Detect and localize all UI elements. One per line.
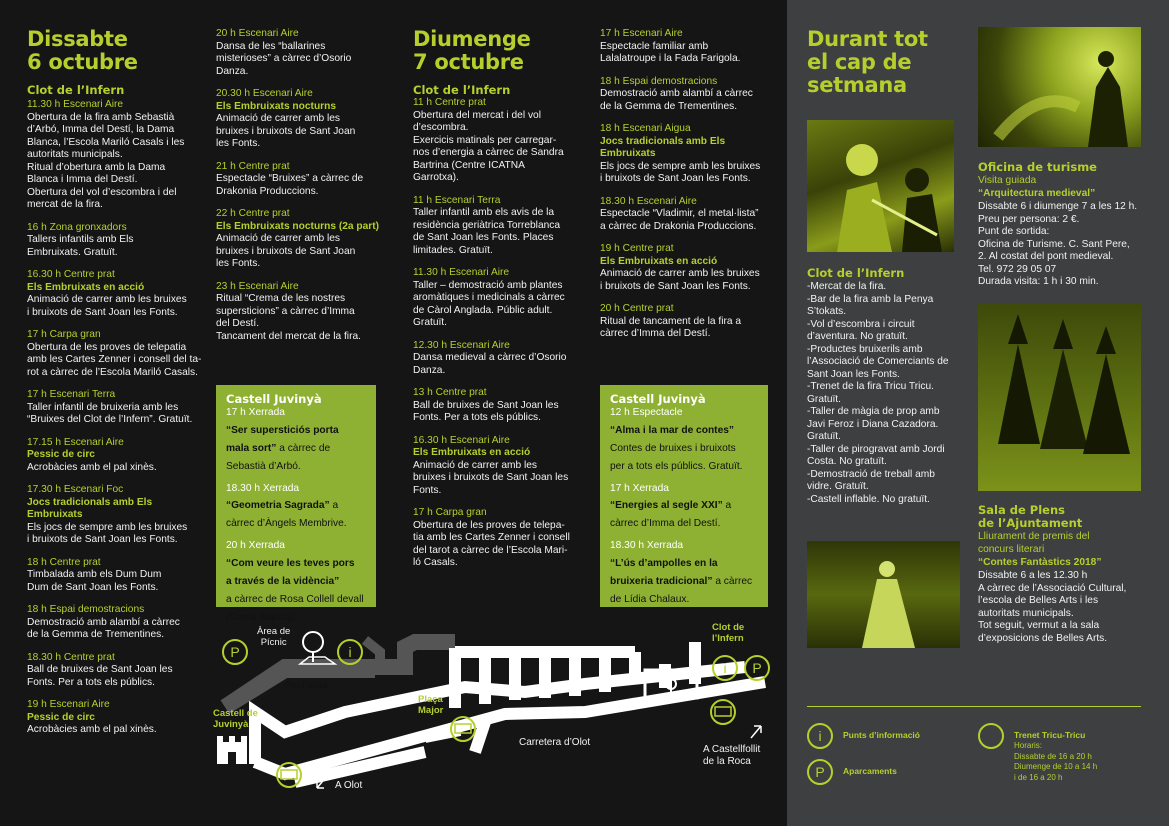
event-time: 17 h Carpa gran (413, 507, 487, 518)
legend-divider (807, 706, 1141, 707)
photo-white-lady-art (807, 541, 960, 648)
event-item (27, 389, 207, 427)
saturday-heading: Dissabte 6 octubre (27, 27, 138, 74)
castell-event-time: 18.30 h Xerrada (226, 482, 300, 494)
event-description: Taller infantil amb els avis de la residència geriàtrica Torreblanca de Sant Joan les Fonts. Places limitades. Gratuït. (413, 207, 561, 256)
castell-event-title: “Energies al segle XXI” (610, 500, 723, 511)
event-item (27, 652, 207, 690)
castell-box-events (610, 407, 758, 607)
event-description: Timbalada amb els Dum Dum Dum de Sant Joan les Fonts. (27, 569, 162, 593)
event-item (413, 507, 593, 570)
castell-event-title: “Ser supersticiós porta mala sort” (226, 424, 339, 454)
event-time: 11.30 h Escenari Aire (27, 99, 124, 110)
event-description: Espectacle “Vladimir, el metal·lista” a càrrec de Drakonia Produccions. (600, 208, 759, 232)
event-title: Els Embruixats en acció (413, 447, 531, 458)
event-time: 20 h Centre prat (600, 303, 674, 314)
photo-dancing-witches-art (978, 304, 1141, 491)
event-item (600, 76, 775, 114)
event-time: 20 h Escenari Aire (216, 28, 299, 39)
event-time: 22 h Centre prat (216, 208, 290, 219)
event-time: 21 h Centre prat (216, 160, 290, 172)
map-label-river: Riu Fluvià (285, 680, 328, 691)
event-title: Jocs tradicionals amb Els Embruixats (600, 135, 726, 159)
castell-box-heading: Castell Juvinyà (610, 392, 706, 406)
event-time: 16.30 h Escenari Aire (413, 434, 510, 446)
sala-heading: Sala de Plens de l’Ajuntament (978, 503, 1083, 530)
castell-event-description: Contes de bruixes i bruixots per a tots els públics. Gratuït. (610, 442, 743, 472)
event-item (216, 208, 391, 271)
event-time: 11 h Escenari Terra (413, 194, 501, 206)
photo-smoke-figure (978, 27, 1141, 147)
event-time: 16 h Zona gronxadors (27, 221, 127, 233)
event-description: Taller infantil de bruixeria amb les “Bruixes del Clot de l’Infern”. Gratuït. (27, 401, 193, 425)
svg-text:i: i (348, 644, 352, 660)
event-title: Els Embruixats nocturns (2a part) (216, 220, 380, 232)
map-label-castellfollit: A Castellfollit de la Roca (703, 744, 761, 767)
photo-white-lady (807, 541, 960, 648)
legend-info-label: Punts d’informació (843, 730, 920, 740)
event-item (216, 281, 391, 344)
sunday-section-title: Clot de l’Infern (413, 83, 511, 97)
castell-event-title: “Geometria Sagrada” (226, 500, 330, 511)
event-time: 19 h Escenari Aire (27, 699, 110, 710)
castell-event-description: a càrrec de Sebastià d’Arbó. (226, 442, 331, 472)
castell-event-item (610, 407, 758, 474)
event-description: Ritual de tancament de la fira a càrrec d’Imma del Destí. (600, 315, 742, 339)
venue-map (205, 612, 785, 812)
event-description: Els jocs de sempre amb les bruixes i bruixots de Sant Joan les Fonts. (600, 160, 761, 184)
oficina-title: “Arquitectura medieval” (978, 188, 1096, 199)
event-time: 17.15 h Escenari Aire (27, 436, 124, 448)
legend-train-icon (978, 723, 1004, 749)
parking-icon (745, 656, 769, 680)
map-label-clot: Clot de l’Infern (712, 622, 745, 644)
event-item (216, 28, 391, 78)
event-item (413, 97, 593, 185)
event-description: Dansa medieval a càrrec d’Osorio Danza. (413, 352, 567, 376)
svg-text:P: P (752, 660, 762, 676)
event-item (216, 88, 391, 151)
photo-dancing-witches (978, 304, 1141, 491)
clot-heading: Clot de l’Infern (807, 266, 905, 280)
clot-activities-list: -Mercat de la fira. -Bar de la fira amb la Penya S’tokats. -Vol d’escombra i circuit d’aventura. No gratuït. -Productes bruixerils amb l’Associació de Comerciants de Sant Joan les Fonts. -Trenet de la fira Tricu Tricu. Gratuït. -Taller de màgia de prop amb Javi Feroz i Diana Cazadora. Gratuït. -Taller de pirogravat amb Jordi Costa. No gratuït. -Demostració de treball amb vidre. Gratuït. -Castell inflable. No gratuït. (807, 281, 949, 505)
map-label-olot: A Olot (335, 780, 363, 791)
sala-description: Dissabte 6 a les 12.30 h A càrrec de l’Associació Cultural, l’escola de Belles Arts i les autoritats municipals. Tot seguit, vermut a la sala d’exposicions de Belles Arts. (978, 570, 1127, 644)
saturday-column-2 (216, 28, 391, 353)
event-description: Demostració amb alambí a càrrec de la Gemma de Trementines. (27, 616, 180, 640)
event-title: Els Embruixats en acció (600, 255, 718, 267)
event-item (413, 195, 593, 258)
saturday-column-1 (27, 28, 207, 747)
castell-event-time: 18.30 h Xerrada (610, 540, 684, 551)
sunday-heading: Diumenge 7 octubre (413, 27, 531, 74)
castell-event-description: a càrrec d’Àngels Membrive. (226, 500, 347, 529)
event-description: Espectacle familiar amb Lalalatroupe i la Fada Farigola. (600, 40, 741, 64)
oficina-heading: Oficina de turisme (978, 160, 1097, 174)
castell-box-heading: Castell Juvinyà (226, 392, 322, 406)
legend-train-label: Trenet Tricu-Tricu (1014, 730, 1086, 740)
castell-event-title: “L’ús d’ampolles en la bruixeria tradicional” (610, 557, 718, 587)
event-description: Ball de bruixes de Sant Joan les Fonts. Per a tots els públics. (27, 664, 173, 688)
map-label-carretera: Carretera d’Olot (519, 737, 591, 748)
oficina-description: Dissabte 6 i diumenge 7 a les 12 h. Preu per persona: 2 €. Punt de sortida: Oficina de Turisme. C. Sant Pere, 2. Al costat del pont medieval. Tel. 972 29 05 07 Durada visita: 1 h i 30 min. (978, 201, 1138, 287)
event-time: 13 h Centre prat (413, 387, 487, 398)
event-item (27, 99, 207, 212)
event-item (27, 604, 207, 642)
event-item (600, 196, 775, 234)
event-time: 17.30 h Escenari Foc (27, 484, 124, 495)
photo-witch-crowd-art (807, 120, 954, 252)
castell-event-time: 12 h Espectacle (610, 407, 683, 418)
event-item (413, 387, 593, 425)
map-label-castell: Castell de Juvinyà (213, 708, 258, 730)
castell-event-title: “Com veure les teves pors a través de la vidència” (226, 557, 355, 587)
event-item (413, 267, 593, 330)
sunday-column-1 (413, 28, 593, 580)
event-item (216, 161, 391, 199)
legend-info-icon: i (807, 723, 833, 749)
sunday-event-list-continued (600, 28, 775, 341)
sunday-column-2 (600, 28, 775, 351)
sunday-event-list (413, 97, 593, 570)
event-description: Tallers infantils amb Els Embruixats. Gratuït. (27, 234, 134, 258)
event-item (27, 329, 207, 379)
map-label-picnic: Àrea de Pícnic (257, 626, 291, 648)
event-time: 18 h Espai demostracions (27, 604, 145, 615)
castell-event-body (610, 420, 758, 474)
castell-event-time: 17 h Xerrada (226, 407, 285, 418)
saturday-section-title: Clot de l’Infern (27, 83, 125, 97)
event-time: 11 h Centre prat (413, 97, 486, 108)
event-description: Dansa de les “ballarines misterioses” a càrrec d’Osorio Danza. (216, 40, 352, 77)
event-item (27, 699, 207, 737)
event-description: Animació de carrer amb les bruixes i bruixots de Sant Joan les Fonts. (413, 459, 569, 496)
event-item (600, 303, 775, 341)
event-item (27, 222, 207, 260)
event-item (27, 484, 207, 547)
castell-event-body (610, 495, 758, 531)
event-time: 12.30 h Escenari Aire (413, 339, 510, 351)
event-item (27, 269, 207, 319)
event-title: Jocs tradicionals amb Els Embruixats (27, 496, 153, 520)
castell-event-body (610, 553, 758, 607)
event-time: 18.30 h Escenari Aire (600, 195, 697, 207)
event-description: Obertura del mercat i del vol d’escombra. Exercicis matinals per carregar- nos d’energia a càrrec de Sandra Bartrina (Centre ICATNA Garrotxa). (413, 109, 564, 183)
event-item (600, 28, 775, 66)
castell-event-title: “Alma i la mar de contes” (610, 424, 734, 436)
weekend-heading: Durant tot el cap de setmana (807, 27, 928, 97)
event-time: 11.30 h Escenari Aire (413, 267, 510, 278)
event-time: 19 h Centre prat (600, 243, 674, 254)
event-time: 18.30 h Centre prat (27, 651, 115, 663)
event-description: Taller – demostració amb plantes aromàtiques i medicinals a càrrec de Càrol Anglada. Públic adult. Gratuït. (413, 279, 565, 328)
castell-event-time: 17 h Xerrada (610, 482, 669, 494)
saturday-event-list (27, 99, 207, 737)
legend-train-schedule: Horaris: Dissabte de 16 a 20 h Diumenge de 10 a 14 h i de 16 a 20 h (1014, 741, 1098, 782)
svg-text:i: i (723, 660, 727, 676)
event-time: 18 h Escenari Aigua (600, 123, 691, 134)
legend-parking-label: Aparcaments (843, 766, 897, 776)
photo-smoke-figure-art (978, 27, 1141, 147)
train-icon (711, 700, 735, 724)
legend-parking-icon: P (807, 759, 833, 785)
castell-event-item (226, 407, 366, 474)
castell-event-description: a càrrec de Lídia Chalaux. (610, 575, 753, 605)
saturday-event-list-continued (216, 28, 391, 343)
event-time: 20.30 h Escenari Aire (216, 88, 313, 99)
event-description: Ball de bruixes de Sant Joan les Fonts. Per a tots els públics. (413, 399, 559, 423)
event-title: Pessic de circ (27, 711, 95, 723)
event-title: Els Embruixats en acció (27, 281, 145, 293)
event-item (27, 557, 207, 595)
event-time: 23 h Escenari Aire (216, 280, 299, 292)
castell-event-description: a càrrec de Rosa Collell devall (Dama Blanca). (226, 593, 364, 623)
map-label-placa: Plaça Major (418, 694, 444, 716)
sunday-castell-box (600, 385, 768, 607)
event-time: 18 h Centre prat (27, 556, 101, 568)
event-item (600, 243, 775, 293)
weekend-panel (787, 0, 1169, 826)
castell-event-description: a càrrec d’Imma del Destí. (610, 500, 732, 529)
event-time: 18 h Espai demostracions (600, 75, 718, 87)
event-time: 16.30 h Centre prat (27, 269, 115, 280)
map-drawing (205, 612, 785, 812)
event-description: Obertura de la fira amb Sebastià d’Arbó, Imma del Destí, la Dama Blanca, l’Escola Mariló Casals i les autoritats municipals. Ritual d’obertura amb la Dama Blanca i Imma del Destí. Obertura del vol d’escombra i del mercat de la fira. (27, 111, 185, 210)
event-description: Animació de carrer amb les bruixes i bruixots de Sant Joan les Fonts. (600, 268, 760, 292)
castell-event-item (226, 483, 366, 532)
event-time: 17 h Escenari Aire (600, 28, 683, 39)
oficina-subtitle: Visita guiada (978, 175, 1037, 186)
event-title: Pessic de circ (27, 449, 95, 460)
castell-event-body (226, 495, 366, 531)
event-description: Animació de carrer amb les bruixes i bruixots de Sant Joan les Fonts. (216, 113, 356, 149)
photo-witch-crowd (807, 120, 954, 252)
event-description: Acrobàcies amb el pal xinès. (27, 461, 157, 473)
event-item (600, 123, 775, 186)
event-item (413, 435, 593, 498)
event-description: Obertura de les proves de telepa- tia amb les Cartes Zenner i consell del tarot a càrrec de l’Escola Mari- ló Casals. (413, 519, 570, 568)
sala-title: “Contes Fantàstics 2018” (978, 557, 1102, 568)
event-title: Els Embruixats nocturns (216, 100, 337, 112)
event-item (27, 437, 207, 475)
saturday-castell-box (216, 385, 376, 623)
castell-event-item (610, 483, 758, 532)
event-time: 17 h Escenari Terra (27, 389, 116, 400)
event-description: Espectacle “Bruixes” a càrrec de Drakonia Produccions. (216, 173, 364, 197)
event-item (413, 340, 593, 378)
event-description: Ritual “Crema de les nostres supersticions” a càrrec d’Imma del Destí. Tancament del mercat de la fira. (216, 293, 361, 342)
parking-icon (223, 640, 247, 664)
event-description: Obertura de les proves de telepatia amb les Cartes Zenner i consell del ta- rot a càrrec de l’Escola Mariló Casals. (27, 341, 202, 378)
event-description: Animació de carrer amb les bruixes i bruixots de Sant Joan les Fonts. (216, 233, 356, 269)
castell-event-item (610, 540, 758, 607)
event-description: Acrobàcies amb el pal xinès. (27, 724, 157, 735)
castell-event-body (226, 420, 366, 474)
event-time: 17 h Carpa gran (27, 329, 101, 340)
castell-box-events (226, 407, 366, 625)
event-description: Animació de carrer amb les bruixes i bruixots de Sant Joan les Fonts. (27, 294, 187, 318)
sala-subtitle: Lliurament de premis del concurs literari (978, 531, 1090, 555)
event-description: Demostració amb alambí a càrrec de la Gemma de Trementines. (600, 88, 753, 112)
arrow-up-right-icon (751, 726, 761, 738)
event-description: Els jocs de sempre amb les bruixes i bruixots de Sant Joan les Fonts. (27, 521, 188, 545)
svg-text:P: P (230, 644, 240, 660)
castle-icon (217, 736, 247, 764)
castell-event-time: 20 h Xerrada (226, 540, 285, 551)
